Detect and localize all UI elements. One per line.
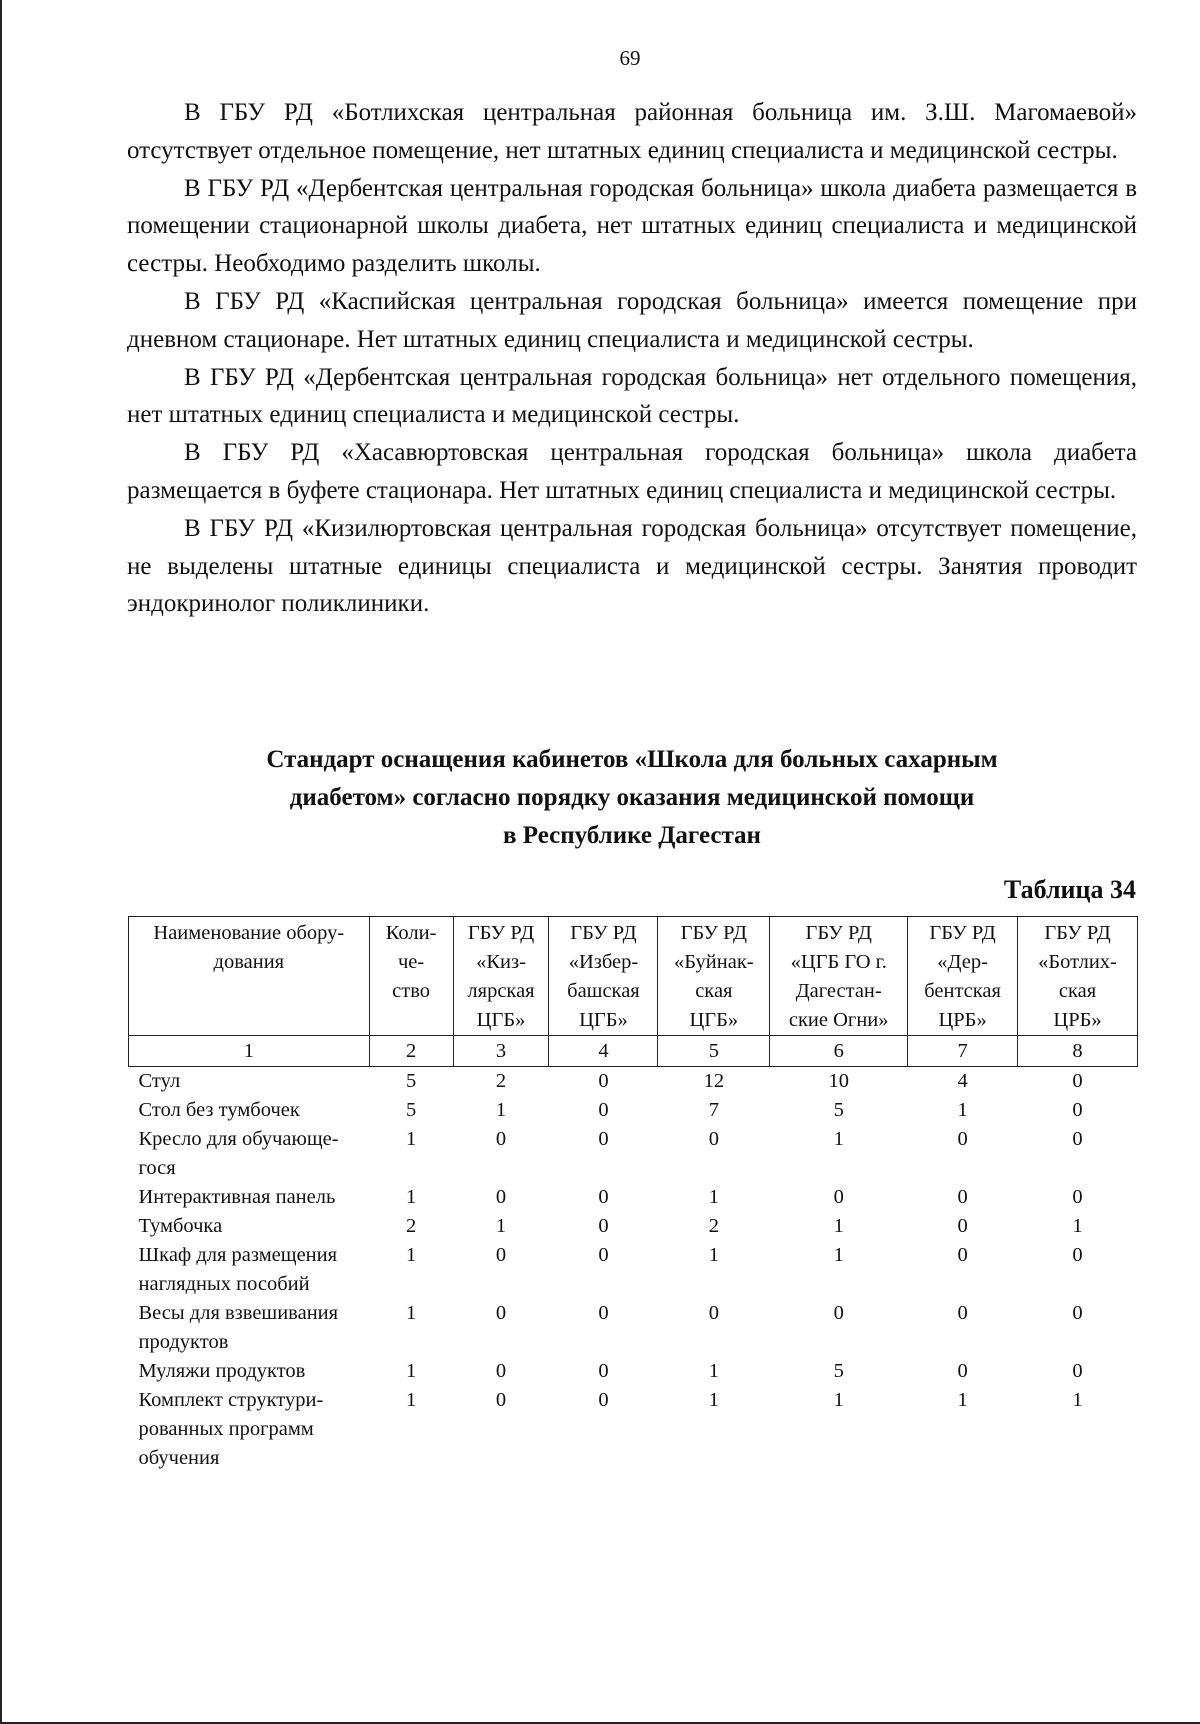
quantity-cell: 0: [598, 1215, 609, 1237]
equipment-name-line: Шкаф для размещения: [138, 1244, 338, 1266]
equipment-name-line: Весы для взвешивания: [138, 1302, 339, 1324]
column-header: [549, 917, 658, 1036]
quantity-cell: 1: [1072, 1215, 1083, 1237]
equipment-name-line: Кресло для обучающе-: [138, 1128, 339, 1150]
heading-line: диабетом» согласно порядку оказания медицинской помощи: [289, 784, 975, 811]
column-number: 4: [549, 1036, 658, 1067]
quantity-cell: 1: [833, 1128, 844, 1150]
quantity-cell: 0: [495, 1302, 507, 1324]
column-header-line: ГБУ РД: [805, 922, 872, 944]
equipment-name-line: Комплект структури-: [138, 1389, 324, 1411]
quantity-cell: 0: [1072, 1186, 1083, 1208]
quantity-cell: 5: [405, 1070, 417, 1092]
table-row: [129, 1183, 1138, 1212]
quantity-cell: 0: [598, 1128, 609, 1150]
quantity-cell: 2: [495, 1070, 507, 1092]
quantity-cell: 0: [957, 1244, 968, 1266]
column-header-line: ская: [1058, 980, 1097, 1002]
column-header-line: ГБУ РД: [680, 922, 748, 944]
column-header-line: «Избер-: [568, 951, 639, 973]
quantity-cell: 4: [957, 1070, 968, 1092]
equipment-name-line: Муляжи продуктов: [138, 1360, 306, 1382]
quantity-cell: 1: [957, 1099, 968, 1121]
quantity-cell: 10: [828, 1070, 849, 1092]
quantity-cell: 0: [1072, 1070, 1083, 1092]
column-header-line: «Буйнак-: [674, 951, 754, 973]
quantity-cell: 1: [708, 1186, 719, 1208]
column-header: [1018, 917, 1138, 1036]
heading-line: Стандарт оснащения кабинетов «Школа для больных сахарным: [266, 746, 998, 773]
table-heading: [127, 741, 1137, 855]
table-row: [129, 1357, 1138, 1386]
quantity-cell: 1: [833, 1244, 844, 1266]
column-header-line: бентская: [924, 980, 1001, 1002]
quantity-cell: 0: [495, 1244, 507, 1266]
column-number: 5: [658, 1036, 770, 1067]
column-number: 1: [129, 1036, 370, 1067]
quantity-cell: 1: [405, 1186, 417, 1208]
table-row: [129, 1241, 1138, 1299]
column-number-row: [129, 1036, 1138, 1067]
equipment-name-line: Стул: [138, 1070, 181, 1092]
quantity-cell: 0: [495, 1389, 507, 1411]
column-header-line: ГБУ РД: [467, 922, 535, 944]
equipment-table: [128, 916, 1138, 1473]
column-header-line: дования: [213, 951, 285, 973]
page-number: 69: [619, 46, 641, 70]
quantity-cell: 0: [1072, 1302, 1083, 1324]
column-header-line: ЦРБ»: [1053, 1009, 1102, 1031]
quantity-cell: 1: [495, 1215, 507, 1237]
quantity-cell: 1: [405, 1360, 417, 1382]
quantity-cell: 0: [833, 1186, 844, 1208]
column-header-line: че-: [397, 951, 425, 973]
quantity-cell: 0: [495, 1186, 507, 1208]
quantity-cell: 5: [833, 1360, 844, 1382]
equipment-name: [129, 1357, 370, 1386]
column-header-line: Наименование обору-: [153, 922, 345, 944]
quantity-cell: 5: [833, 1099, 844, 1121]
column-header: [658, 917, 770, 1036]
quantity-cell: 1: [405, 1128, 417, 1150]
column-header: [908, 917, 1018, 1036]
column-header-line: ЦГБ»: [476, 1009, 526, 1031]
column-header: [453, 917, 549, 1036]
column-header-line: Коли-: [385, 922, 437, 944]
quantity-cell: 0: [957, 1302, 968, 1324]
column-header-line: ские Огни»: [788, 1009, 889, 1031]
quantity-cell: 0: [495, 1128, 507, 1150]
column-header: [770, 917, 908, 1036]
column-header-line: ЦРБ»: [938, 1009, 987, 1031]
equipment-name-line: гося: [138, 1157, 176, 1179]
column-header-line: ГБУ РД: [1044, 922, 1111, 944]
equipment-name: [129, 1067, 370, 1097]
quantity-cell: 0: [1072, 1360, 1083, 1382]
column-number: 8: [1018, 1036, 1138, 1067]
quantity-cell: 1: [1072, 1389, 1083, 1411]
quantity-cell: 7: [708, 1099, 719, 1121]
quantity-cell: 0: [833, 1302, 844, 1324]
table-row: [129, 1212, 1138, 1241]
header-row: [129, 917, 1138, 1036]
column-header-line: ЦГБ»: [689, 1009, 739, 1031]
quantity-cell: 0: [957, 1186, 968, 1208]
table-row: [129, 1299, 1138, 1357]
column-header-line: Дагестан-: [795, 980, 882, 1002]
quantity-cell: 2: [708, 1215, 719, 1237]
column-header-line: ская: [695, 980, 733, 1002]
column-header-line: ЦГБ»: [579, 1009, 628, 1031]
equipment-name: [129, 1096, 370, 1125]
quantity-cell: 0: [598, 1070, 609, 1092]
paragraph: В ГБУ РД «Дербентская центральная городская больница» школа диабета размещается в помещении стационарной школы диабета, нет штатных единиц специалиста и медицинской сестры. Необходимо разделить школы.: [127, 174, 1137, 278]
equipment-name-line: наглядных пособий: [138, 1273, 310, 1295]
column-header-line: ГБУ РД: [929, 922, 996, 944]
column-number: 6: [770, 1036, 908, 1067]
paragraph: В ГБУ РД «Ботлихская центральная районная больница им. З.Ш. Магомаевой» отсутствует отдельное помещение, нет штатных единиц специалиста и медицинской сестры.: [127, 99, 1137, 164]
column-header-line: лярская: [467, 980, 535, 1002]
equipment-name: [129, 1212, 370, 1241]
quantity-cell: 1: [495, 1099, 507, 1121]
quantity-cell: 5: [405, 1099, 417, 1121]
quantity-cell: 0: [957, 1360, 968, 1382]
column-header: [369, 917, 453, 1036]
table-row: [129, 1096, 1138, 1125]
quantity-cell: 0: [1072, 1128, 1083, 1150]
column-header-line: «Дер-: [937, 951, 988, 973]
column-number: 7: [908, 1036, 1018, 1067]
quantity-cell: 0: [598, 1360, 609, 1382]
equipment-name-line: Тумбочка: [138, 1215, 223, 1237]
table-row: [129, 1386, 1138, 1473]
table-label: Таблица 34: [1003, 875, 1136, 904]
equipment-name: [129, 1125, 370, 1183]
quantity-cell: 0: [598, 1389, 609, 1411]
equipment-name: [129, 1241, 370, 1299]
equipment-name-line: обучения: [138, 1447, 220, 1469]
column-header-line: «Ботлих-: [1038, 951, 1117, 973]
table-body: [129, 1067, 1138, 1474]
quantity-cell: 0: [598, 1244, 609, 1266]
quantity-cell: 0: [598, 1099, 609, 1121]
equipment-name-line: Интерактивная панель: [138, 1186, 336, 1208]
quantity-cell: 1: [708, 1389, 719, 1411]
quantity-cell: 0: [957, 1215, 968, 1237]
paragraph: В ГБУ РД «Дербентская центральная городская больница» нет отдельного помещения, нет штатных единиц специалиста и медицинской сестры.: [127, 363, 1137, 429]
quantity-cell: 0: [1072, 1099, 1083, 1121]
column-header-line: «ЦГБ ГО г.: [790, 951, 887, 973]
quantity-cell: 0: [598, 1302, 609, 1324]
column-header-line: «Киз-: [476, 951, 526, 973]
quantity-cell: 1: [405, 1302, 417, 1324]
quantity-cell: 1: [708, 1360, 719, 1382]
quantity-cell: 1: [708, 1244, 719, 1266]
paragraph: В ГБУ РД «Каспийская центральная городская больница» имеется помещение при дневном стационаре. Нет штатных единиц специалиста и медицинской сестры.: [127, 287, 1137, 353]
quantity-cell: 1: [405, 1389, 417, 1411]
quantity-cell: 1: [405, 1244, 417, 1266]
quantity-cell: 0: [708, 1302, 719, 1324]
column-header-line: ство: [392, 980, 431, 1002]
paragraph: В ГБУ РД «Хасавюртовская центральная городская больница» школа диабета размещается в буфете стационара. Нет штатных единиц специалиста и медицинской сестры.: [127, 439, 1137, 504]
quantity-cell: 0: [708, 1128, 719, 1150]
body-text: [127, 94, 1137, 623]
equipment-name-line: рованных программ: [138, 1418, 314, 1440]
column-header-line: ГБУ РД: [570, 922, 637, 944]
equipment-name: [129, 1299, 370, 1357]
quantity-cell: 1: [833, 1389, 844, 1411]
quantity-cell: 1: [833, 1215, 844, 1237]
column-header-line: башская: [567, 980, 640, 1002]
quantity-cell: 2: [405, 1215, 417, 1237]
equipment-name-line: продуктов: [138, 1331, 229, 1353]
equipment-name: [129, 1386, 370, 1473]
quantity-cell: 1: [957, 1389, 968, 1411]
column-number: 3: [453, 1036, 549, 1067]
heading-line: в Республике Дагестан: [503, 822, 761, 849]
quantity-cell: 0: [598, 1186, 609, 1208]
equipment-name: [129, 1183, 370, 1212]
quantity-cell: 0: [495, 1360, 507, 1382]
quantity-cell: 0: [957, 1128, 968, 1150]
table-row: [129, 1067, 1138, 1097]
paragraph: В ГБУ РД «Кизилюртовская центральная городская больница» отсутствует помещение, не выделены штатные единицы специалиста и медицинской сестры. Занятия проводит эндокринолог поликлиники.: [127, 514, 1137, 618]
quantity-cell: 0: [1072, 1244, 1083, 1266]
column-header: [129, 917, 370, 1036]
table-row: [129, 1125, 1138, 1183]
equipment-name-line: Стол без тумбочек: [138, 1099, 300, 1121]
column-number: 2: [369, 1036, 453, 1067]
quantity-cell: 12: [703, 1070, 725, 1092]
